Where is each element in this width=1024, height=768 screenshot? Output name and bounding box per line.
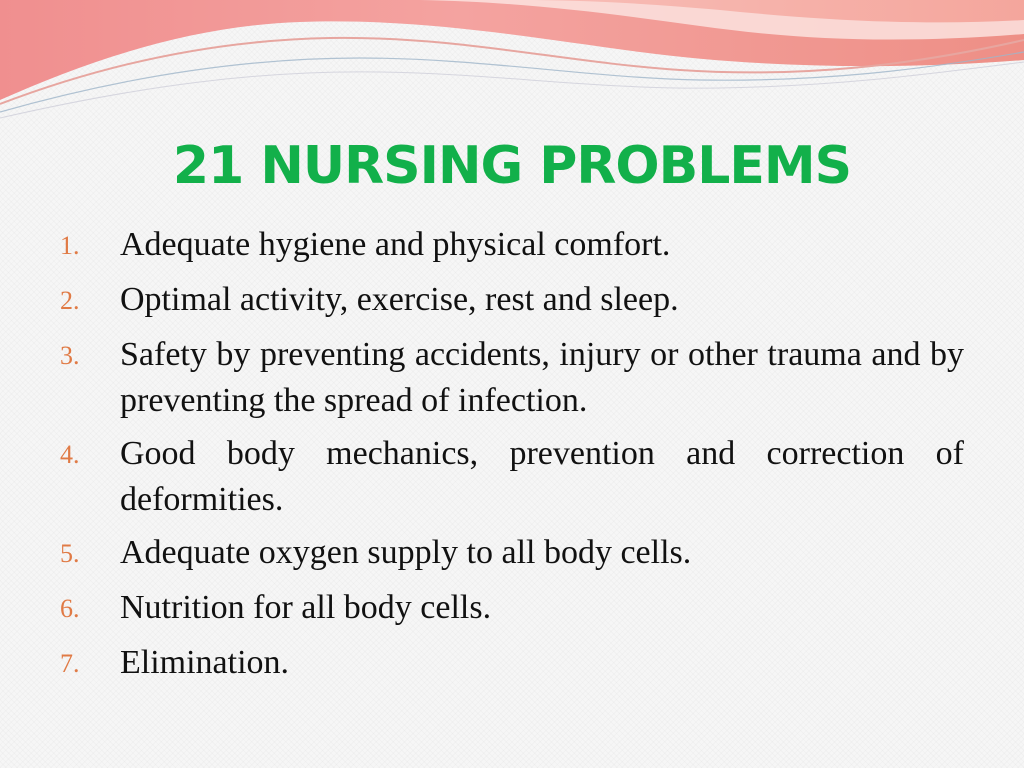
slide-title: 21 NURSING PROBLEMS	[172, 136, 852, 196]
list-item	[60, 585, 964, 633]
item-number: 4.	[60, 440, 80, 469]
list-item	[60, 530, 964, 578]
item-text: Elimination.	[120, 644, 290, 681]
item-text: Safety by preventing accidents, injury or other trauma and by preventing the spread of infection.	[120, 336, 964, 419]
item-number: 1.	[60, 231, 80, 260]
item-number: 2.	[60, 286, 80, 315]
item-text: Adequate hygiene and physical comfort.	[120, 226, 671, 263]
item-number: 6.	[60, 594, 80, 623]
item-number: 5.	[60, 539, 80, 568]
item-text: Nutrition for all body cells.	[120, 589, 492, 626]
item-text: Adequate oxygen supply to all body cells.	[120, 534, 692, 571]
list-item	[60, 431, 964, 523]
list-item	[60, 640, 964, 688]
nursing-problems-list	[60, 222, 964, 688]
item-number: 3.	[60, 341, 80, 370]
item-number: 7.	[60, 649, 80, 678]
item-text: Optimal activity, exercise, rest and sleep.	[120, 281, 679, 318]
item-text: Good body mechanics, prevention and correction of deformities.	[120, 435, 964, 518]
list-item	[60, 222, 964, 270]
list-item	[60, 277, 964, 325]
list-item	[60, 332, 964, 424]
header-wave-decoration	[0, 0, 1024, 130]
